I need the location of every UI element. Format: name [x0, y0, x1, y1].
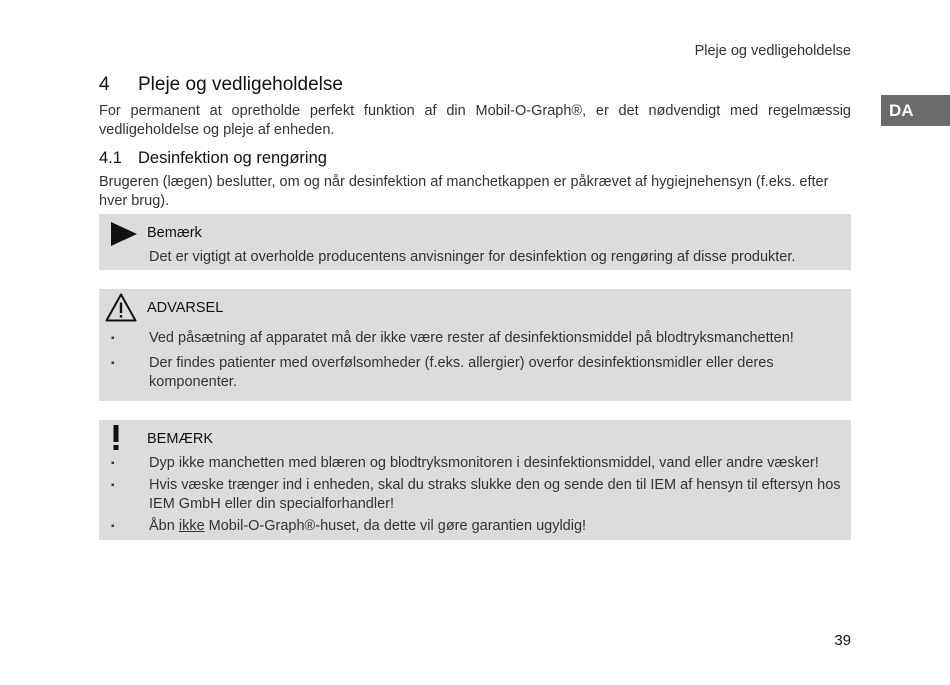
section-heading [99, 74, 343, 96]
list-item-text: Hvis væske trænger ind i enheden, skal du straks slukke den og sende den til IEM af hensyn til eftersyn hos IEM GmbH eller din specialforhandler! [149, 477, 841, 512]
subsection-number: 4.1 [99, 149, 122, 167]
list-item [99, 354, 819, 392]
list-item-text: Der findes patienter med overfølsomheder (f.eks. allergier) overfor desinfektionsmidler eller deres komponenter. [149, 355, 774, 390]
list-item-text: Ved påsætning af apparatet må der ikke være rester af desinfektionsmiddel på blodtryksmanchetten! [149, 330, 794, 346]
bullet: ▪ [111, 480, 115, 491]
list-item [99, 329, 819, 348]
bullet: ▪ [111, 458, 115, 469]
note-text: Det er vigtigt at overholde producentens anvisninger for desinfektion og rengøring af disse produkter. [149, 249, 796, 265]
list-item [99, 517, 843, 536]
list-item-text: Dyp ikke manchetten med blæren og blodtryksmonitoren i desinfektionsmiddel, vand eller andre væsker! [149, 455, 819, 471]
warning-triangle-icon [105, 293, 137, 327]
caution-title: BEMÆRK [147, 431, 214, 447]
warning-box [99, 289, 851, 401]
section-title: Pleje og vedligeholdelse [138, 74, 343, 95]
caution-list [99, 454, 843, 539]
list-item-text-underlined: ikke [178, 518, 205, 534]
caution-box [99, 420, 851, 540]
list-item-text-prefix: Åbn [149, 518, 179, 534]
note-title: Bemærk [147, 225, 202, 241]
subsection-heading [99, 149, 327, 168]
running-header: Pleje og vedligeholdelse [694, 43, 851, 59]
language-tab: DA [881, 95, 950, 126]
bullet: ▪ [111, 358, 115, 369]
bullet: ▪ [111, 333, 115, 344]
page-number: 39 [834, 632, 851, 649]
warning-title: ADVARSEL [147, 300, 224, 316]
section-number: 4 [99, 74, 110, 95]
section-intro: For permanent at opretholde perfekt funktion af din Mobil-O-Graph®, er det nødvendigt med regelmæssig vedligeholdelse og pleje af enheden. [99, 103, 851, 138]
bullet: ▪ [111, 521, 115, 532]
subsection-title: Desinfektion og rengøring [138, 149, 327, 167]
warning-list [99, 329, 819, 398]
list-item [99, 454, 843, 473]
list-item [99, 476, 843, 514]
subsection-text: Brugeren (lægen) beslutter, om og når desinfektion af manchetkappen er påkrævet af hygiejnehensyn (f.eks. efter hver brug). [99, 174, 829, 209]
arrow-right-icon [111, 222, 137, 251]
note-box [99, 214, 851, 270]
list-item-text-suffix: Mobil-O-Graph®-huset, da dette vil gøre garantien ugyldig! [204, 518, 587, 534]
